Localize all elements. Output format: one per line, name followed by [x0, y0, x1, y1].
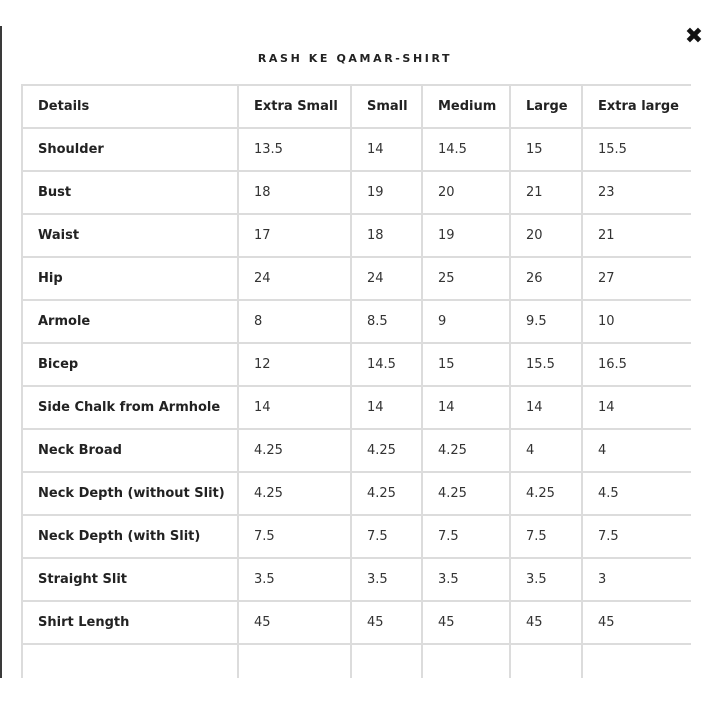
row-label: Armole	[22, 300, 238, 343]
measurement-cell: 4.25	[351, 472, 422, 515]
measurement-cell: 10	[582, 300, 691, 343]
measurement-cell: 27	[582, 257, 691, 300]
measurement-cell: 7.5	[422, 515, 510, 558]
measurement-cell	[510, 644, 582, 678]
measurement-cell: 4.25	[238, 429, 351, 472]
measurement-cell: 7.5	[582, 515, 691, 558]
column-header-size: Extra Small	[238, 85, 351, 128]
table-row	[22, 472, 691, 515]
measurement-cell: 20	[422, 171, 510, 214]
measurement-cell: 4.25	[422, 472, 510, 515]
measurement-cell: 21	[582, 214, 691, 257]
measurement-cell: 14.5	[351, 343, 422, 386]
measurement-cell: 26	[510, 257, 582, 300]
measurement-cell: 3.5	[422, 558, 510, 601]
table-row	[22, 515, 691, 558]
modal-title: RASH KE QAMAR-SHIRT	[257, 52, 453, 65]
bottom-cutoff	[0, 678, 704, 704]
row-label: Hip	[22, 257, 238, 300]
row-label	[22, 644, 238, 678]
measurement-cell: 14	[510, 386, 582, 429]
measurement-cell	[422, 644, 510, 678]
measurement-cell: 14	[422, 386, 510, 429]
measurement-cell: 7.5	[510, 515, 582, 558]
table-row	[22, 257, 691, 300]
measurement-cell: 45	[582, 601, 691, 644]
row-label: Bust	[22, 171, 238, 214]
table-row	[22, 214, 691, 257]
measurement-cell: 20	[510, 214, 582, 257]
measurement-cell: 15	[422, 343, 510, 386]
table-header-row	[22, 85, 691, 128]
measurement-cell: 3	[582, 558, 691, 601]
measurement-cell: 4	[510, 429, 582, 472]
measurement-cell: 15.5	[510, 343, 582, 386]
measurement-cell	[351, 644, 422, 678]
measurement-cell: 4.25	[422, 429, 510, 472]
measurement-cell	[238, 644, 351, 678]
table-row	[22, 300, 691, 343]
table-row	[22, 601, 691, 644]
measurement-cell: 4.5	[582, 472, 691, 515]
table-row	[22, 386, 691, 429]
row-label: Neck Broad	[22, 429, 238, 472]
measurement-cell: 12	[238, 343, 351, 386]
measurement-cell: 14	[582, 386, 691, 429]
measurement-cell: 4.25	[238, 472, 351, 515]
measurement-cell: 24	[351, 257, 422, 300]
measurement-cell	[582, 644, 691, 678]
row-label: Bicep	[22, 343, 238, 386]
column-header-size: Large	[510, 85, 582, 128]
column-header-size: Medium	[422, 85, 510, 128]
row-label: Shirt Length	[22, 601, 238, 644]
measurement-cell: 14	[238, 386, 351, 429]
measurement-cell: 15	[510, 128, 582, 171]
measurement-cell: 4.25	[510, 472, 582, 515]
measurement-cell: 13.5	[238, 128, 351, 171]
measurement-cell: 24	[238, 257, 351, 300]
measurement-cell: 45	[510, 601, 582, 644]
modal-left-border	[0, 26, 2, 678]
measurement-cell: 9	[422, 300, 510, 343]
measurement-cell: 16.5	[582, 343, 691, 386]
measurement-cell: 21	[510, 171, 582, 214]
measurement-cell: 7.5	[351, 515, 422, 558]
table-row	[22, 171, 691, 214]
row-label: Neck Depth (with Slit)	[22, 515, 238, 558]
table-row	[22, 644, 691, 678]
measurement-cell: 19	[351, 171, 422, 214]
table-row	[22, 558, 691, 601]
column-header-details: Details	[22, 85, 238, 128]
measurement-cell: 25	[422, 257, 510, 300]
measurement-cell: 4	[582, 429, 691, 472]
row-label: Shoulder	[22, 128, 238, 171]
measurement-cell: 23	[582, 171, 691, 214]
measurement-cell: 18	[238, 171, 351, 214]
measurement-cell: 45	[351, 601, 422, 644]
measurement-cell: 45	[238, 601, 351, 644]
measurement-cell: 19	[422, 214, 510, 257]
measurement-cell: 3.5	[238, 558, 351, 601]
column-header-size: Small	[351, 85, 422, 128]
row-label: Waist	[22, 214, 238, 257]
table-row	[22, 429, 691, 472]
row-label: Straight Slit	[22, 558, 238, 601]
row-label: Side Chalk from Armhole	[22, 386, 238, 429]
measurement-cell: 14.5	[422, 128, 510, 171]
measurement-cell: 8.5	[351, 300, 422, 343]
measurement-cell: 3.5	[351, 558, 422, 601]
row-label: Neck Depth (without Slit)	[22, 472, 238, 515]
size-chart-table-container[interactable]	[21, 84, 691, 678]
close-icon[interactable]: ✖	[684, 24, 704, 49]
measurement-cell: 14	[351, 386, 422, 429]
measurement-cell: 8	[238, 300, 351, 343]
table-row	[22, 128, 691, 171]
measurement-cell: 7.5	[238, 515, 351, 558]
measurement-cell: 15.5	[582, 128, 691, 171]
column-header-size: Extra large	[582, 85, 691, 128]
measurement-cell: 17	[238, 214, 351, 257]
measurement-cell: 9.5	[510, 300, 582, 343]
measurement-cell: 3.5	[510, 558, 582, 601]
table-row	[22, 343, 691, 386]
size-chart-table	[21, 84, 691, 678]
measurement-cell: 18	[351, 214, 422, 257]
measurement-cell: 14	[351, 128, 422, 171]
measurement-cell: 45	[422, 601, 510, 644]
measurement-cell: 4.25	[351, 429, 422, 472]
